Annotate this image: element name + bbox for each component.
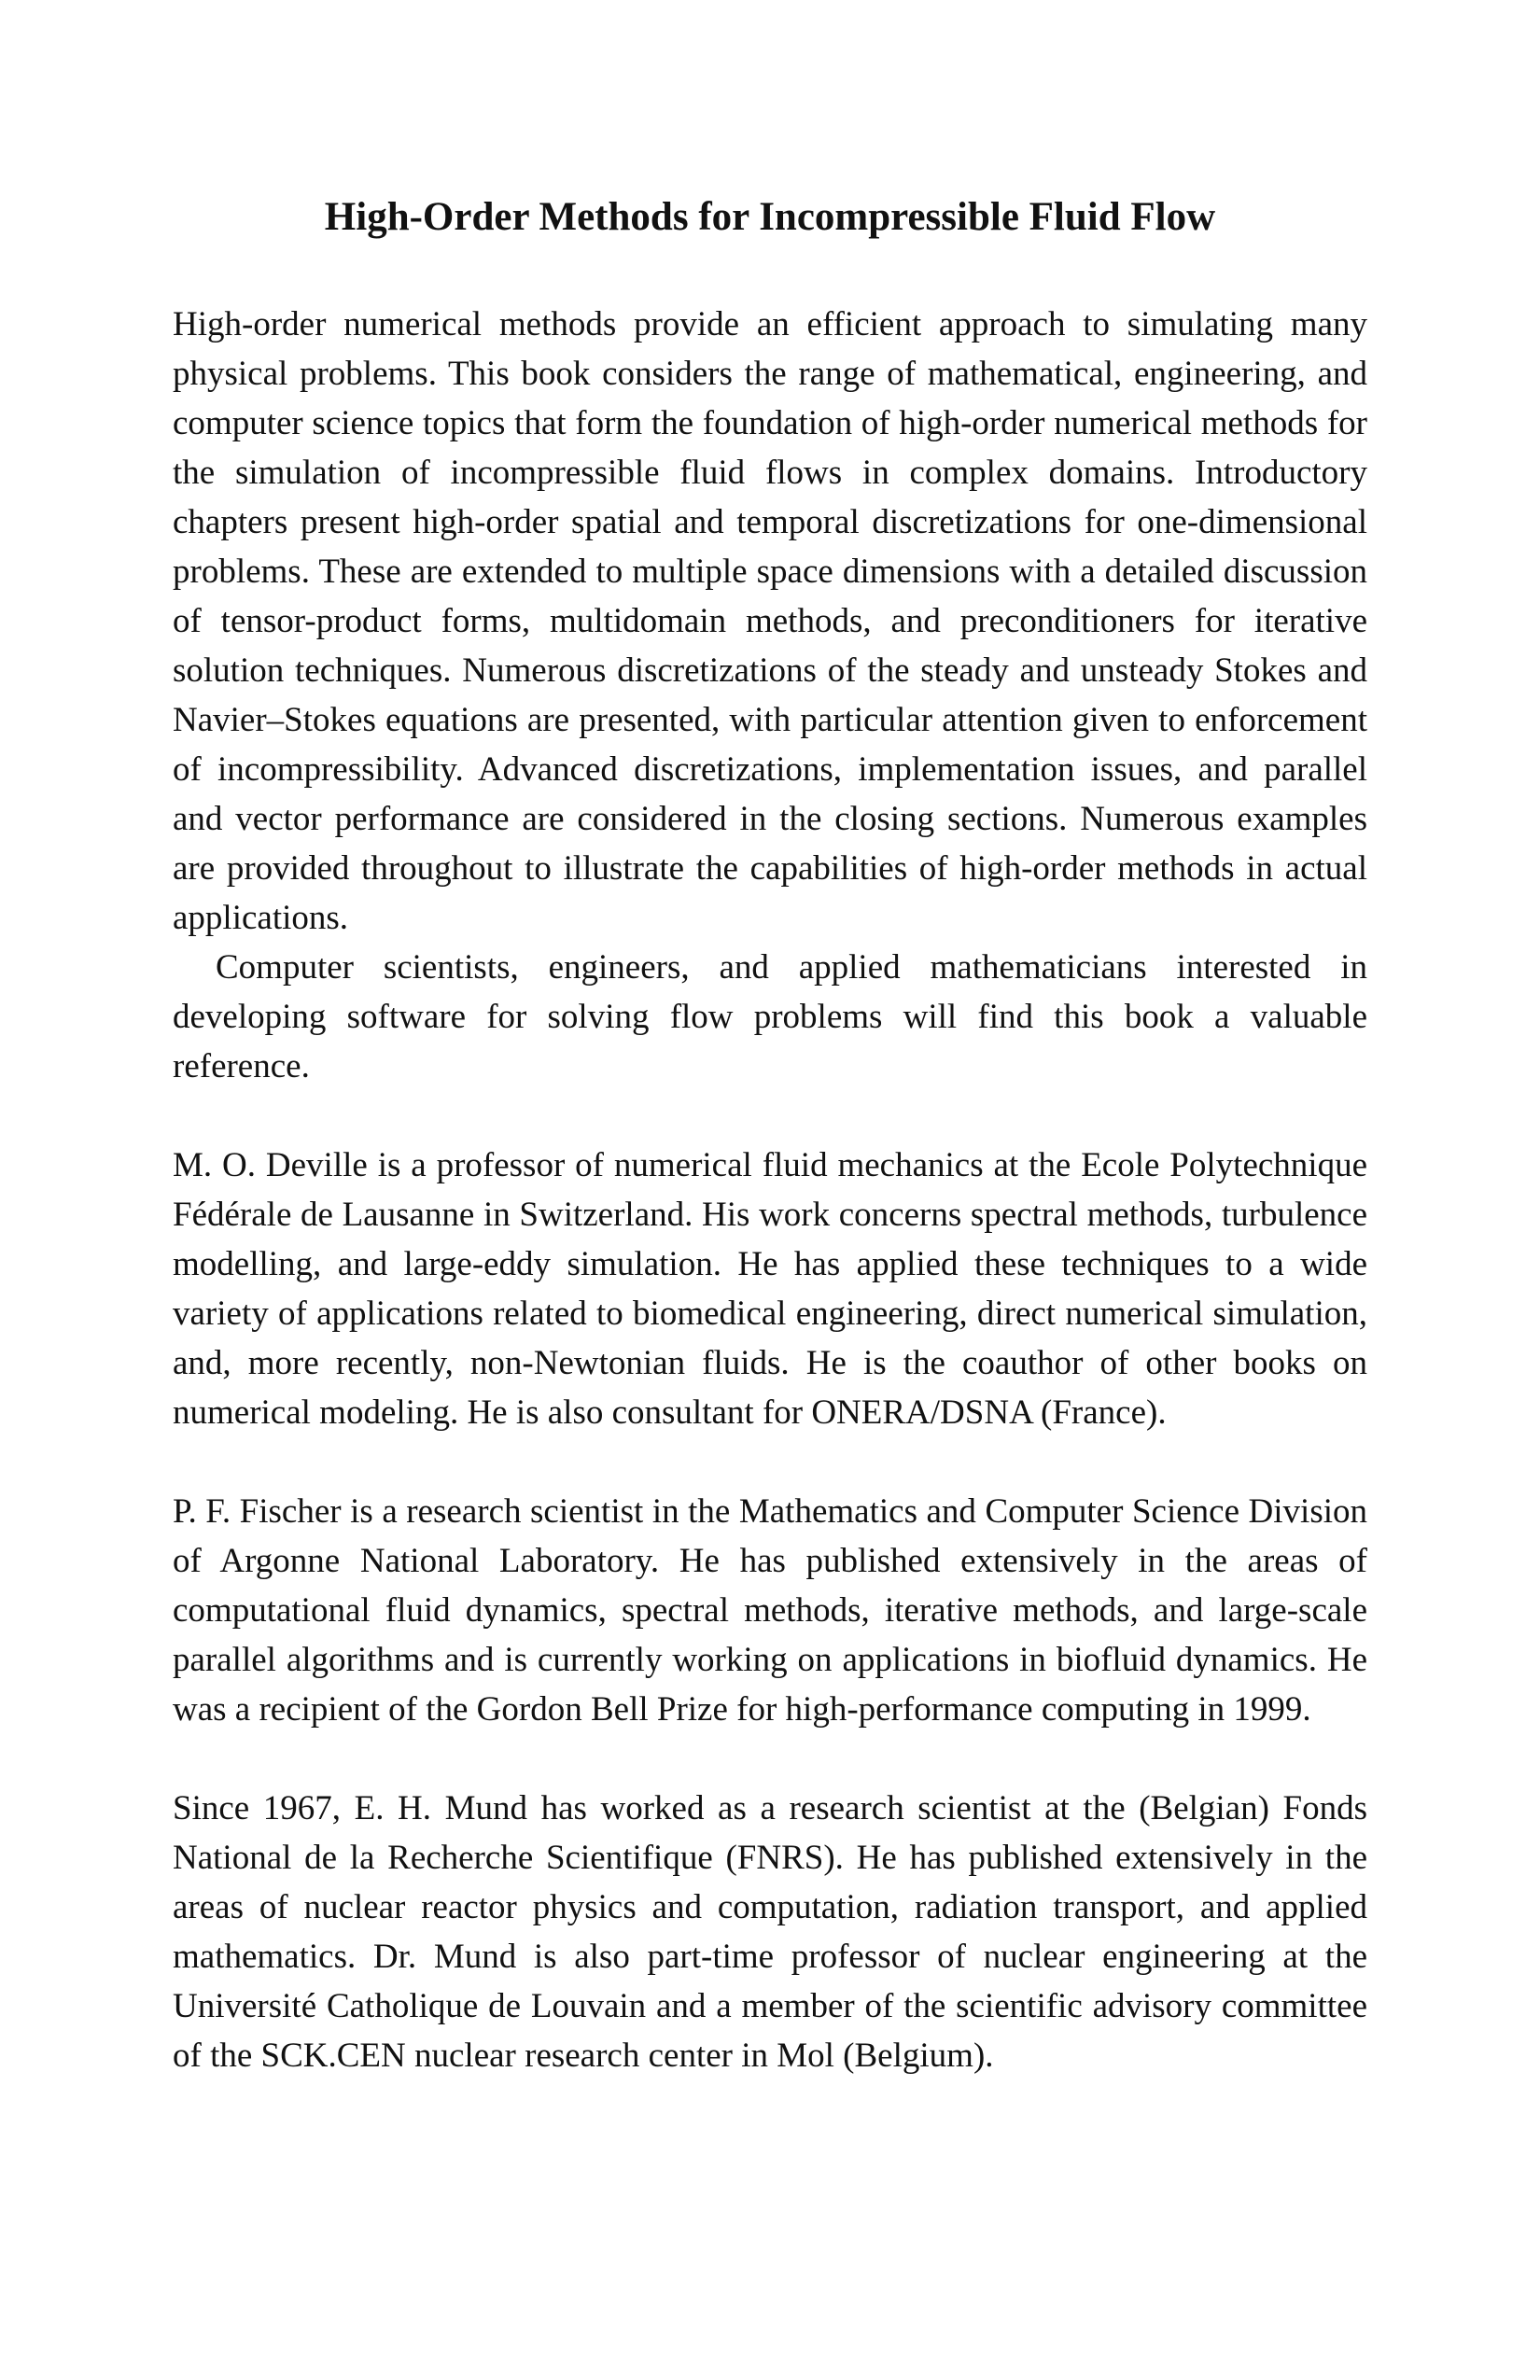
book-title: High-Order Methods for Incompressible Fluid Flow [324, 195, 1216, 239]
audience-paragraph: Computer scientists, engineers, and applied mathematicians interested in developing software for solving flow problems will find this book a valuable reference. [173, 948, 1367, 1085]
author-bio-fischer: P. F. Fischer is a research scientist in the Mathematics and Computer Science Division of Argonne National Laboratory. He has published extensively in the areas of computational fluid dynamics, spectral methods, iterative methods, and large-scale parallel algorithms and is currently working on applications in biofluid dynamics. He was a recipient of the Gordon Bell Prize for high-performance computing in 1999. [173, 1492, 1367, 1729]
author-bio-deville: M. O. Deville is a professor of numerical fluid mechanics at the Ecole Polytechnique Fédérale de Lausanne in Switzerland. His work concerns spectral methods, turbulence modelling, and large-eddy simulation. He has applied these techniques to a wide variety of applications related to biomedical engineering, direct numerical simulation, and, more recently, non-Newtonian fluids. He is the coauthor of other books on numerical modeling. He is also consultant for ONERA/DSNA (France). [173, 1146, 1367, 1432]
author-bio-mund: Since 1967, E. H. Mund has worked as a research scientist at the (Belgian) Fonds National de la Recherche Scientifique (FNRS). He has published extensively in the areas of nuclear reactor physics and computation, radiation transport, and applied mathematics. Dr. Mund is also part-time professor of nuclear engineering at the Université Catholique de Louvain and a member of the scientific advisory committee of the SCK.CEN nuclear research center in Mol (Belgium). [173, 1789, 1367, 2075]
book-blurb-page [173, 191, 1367, 2080]
description-paragraph: High-order numerical methods provide an efficient approach to simulating many physical problems. This book considers the range of mathematical, engineering, and computer science topics that form the foundation of high-order numerical methods for the simulation of incompressible fluid flows in complex domains. Introductory chapters present high-order spatial and temporal discretizations for one-dimensional problems. These are extended to multiple space dimensions with a detailed discussion of tensor-product forms, multidomain methods, and preconditioners for iterative solution techniques. Numerous discretizations of the steady and unsteady Stokes and Navier–Stokes equations are presented, with particular attention given to enforcement of incompressibility. Advanced discretizations, implementation issues, and parallel and vector performance are considered in the closing sections. Numerous examples are provided throughout to illustrate the capabilities of high-order methods in actual applications. [173, 305, 1367, 937]
